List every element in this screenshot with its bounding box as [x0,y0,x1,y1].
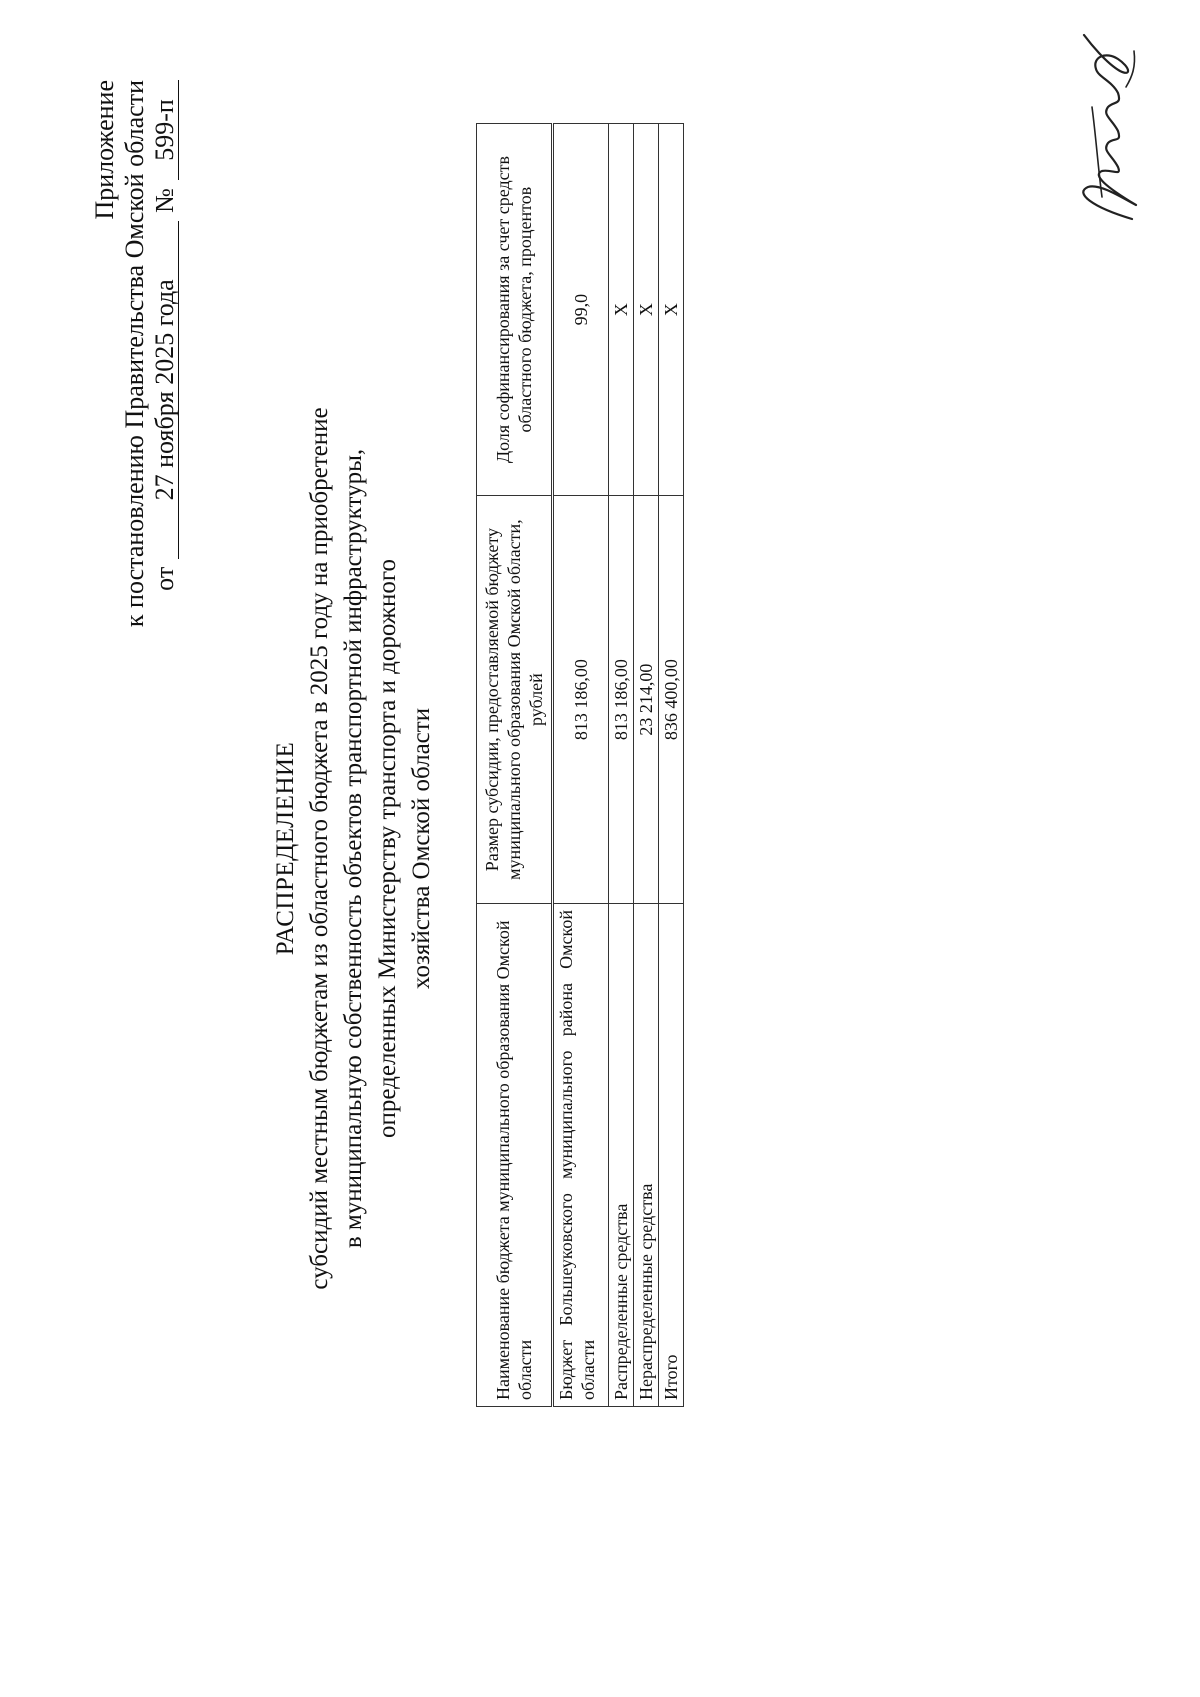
cofinancing-share-cell: X [609,124,634,496]
number-label: № [150,188,179,213]
title-subtitle-line: в муниципальную собственность объектов транспортной инфраструктуры, [340,448,367,1249]
subsidy-amount-cell: 836 400,00 [659,496,684,904]
handwritten-signature-icon [1062,27,1152,227]
table-row [609,124,634,1407]
resolution-number: 599-п [152,80,179,180]
cofinancing-share-cell: X [659,124,684,496]
appendix-header [90,80,180,720]
title-subtitle-line: субсидий местным бюджетам из областного бюджета в 2025 году на приобретение [306,407,333,1290]
column-header-cofinancing-share: Доля софинансирования за счет средств областного бюджета, процентов [477,124,553,496]
budget-name-cell: Итого [659,904,684,1407]
budget-name-text: Бюджет Большеуковского муниципального района Омской области [556,910,598,1400]
table-header-row [477,124,553,1407]
budget-name-cell [553,904,609,1407]
table-row [634,124,659,1407]
subsidy-amount-cell: 813 186,00 [609,496,634,904]
subsidy-amount-cell: 23 214,00 [634,496,659,904]
budget-name-cell: Нераспределенные средства [634,904,659,1407]
cofinancing-share-cell: X [634,124,659,496]
appendix-label: Приложение [90,80,119,220]
subsidy-amount-cell: 813 186,00 [553,496,609,904]
resolution-date-line [150,80,180,720]
date-prefix: от [150,566,179,591]
title-heading: РАСПРЕДЕЛЕНИЕ [272,741,299,956]
resolution-reference: к постановлению Правительства Омской области [120,80,149,628]
distribution-table [476,123,684,1407]
column-header-subsidy-amount: Размер субсидии, предоставляемой бюджету муниципального образования Омской области, рублей [477,496,553,904]
document-title [270,60,438,1637]
budget-name-cell: Распределенные средства [609,904,634,1407]
title-subtitle-line: определенных Министерству транспорта и дорожного [374,559,401,1138]
table-row [659,124,684,1407]
table-row [553,124,609,1407]
title-subtitle-line: хозяйства Омской области [408,707,435,990]
resolution-date: 27 ноября 2025 года [152,221,179,559]
column-header-budget-name: Наименование бюджета муниципального образования Омской области [477,904,553,1407]
cofinancing-share-cell: 99,0 [553,124,609,496]
